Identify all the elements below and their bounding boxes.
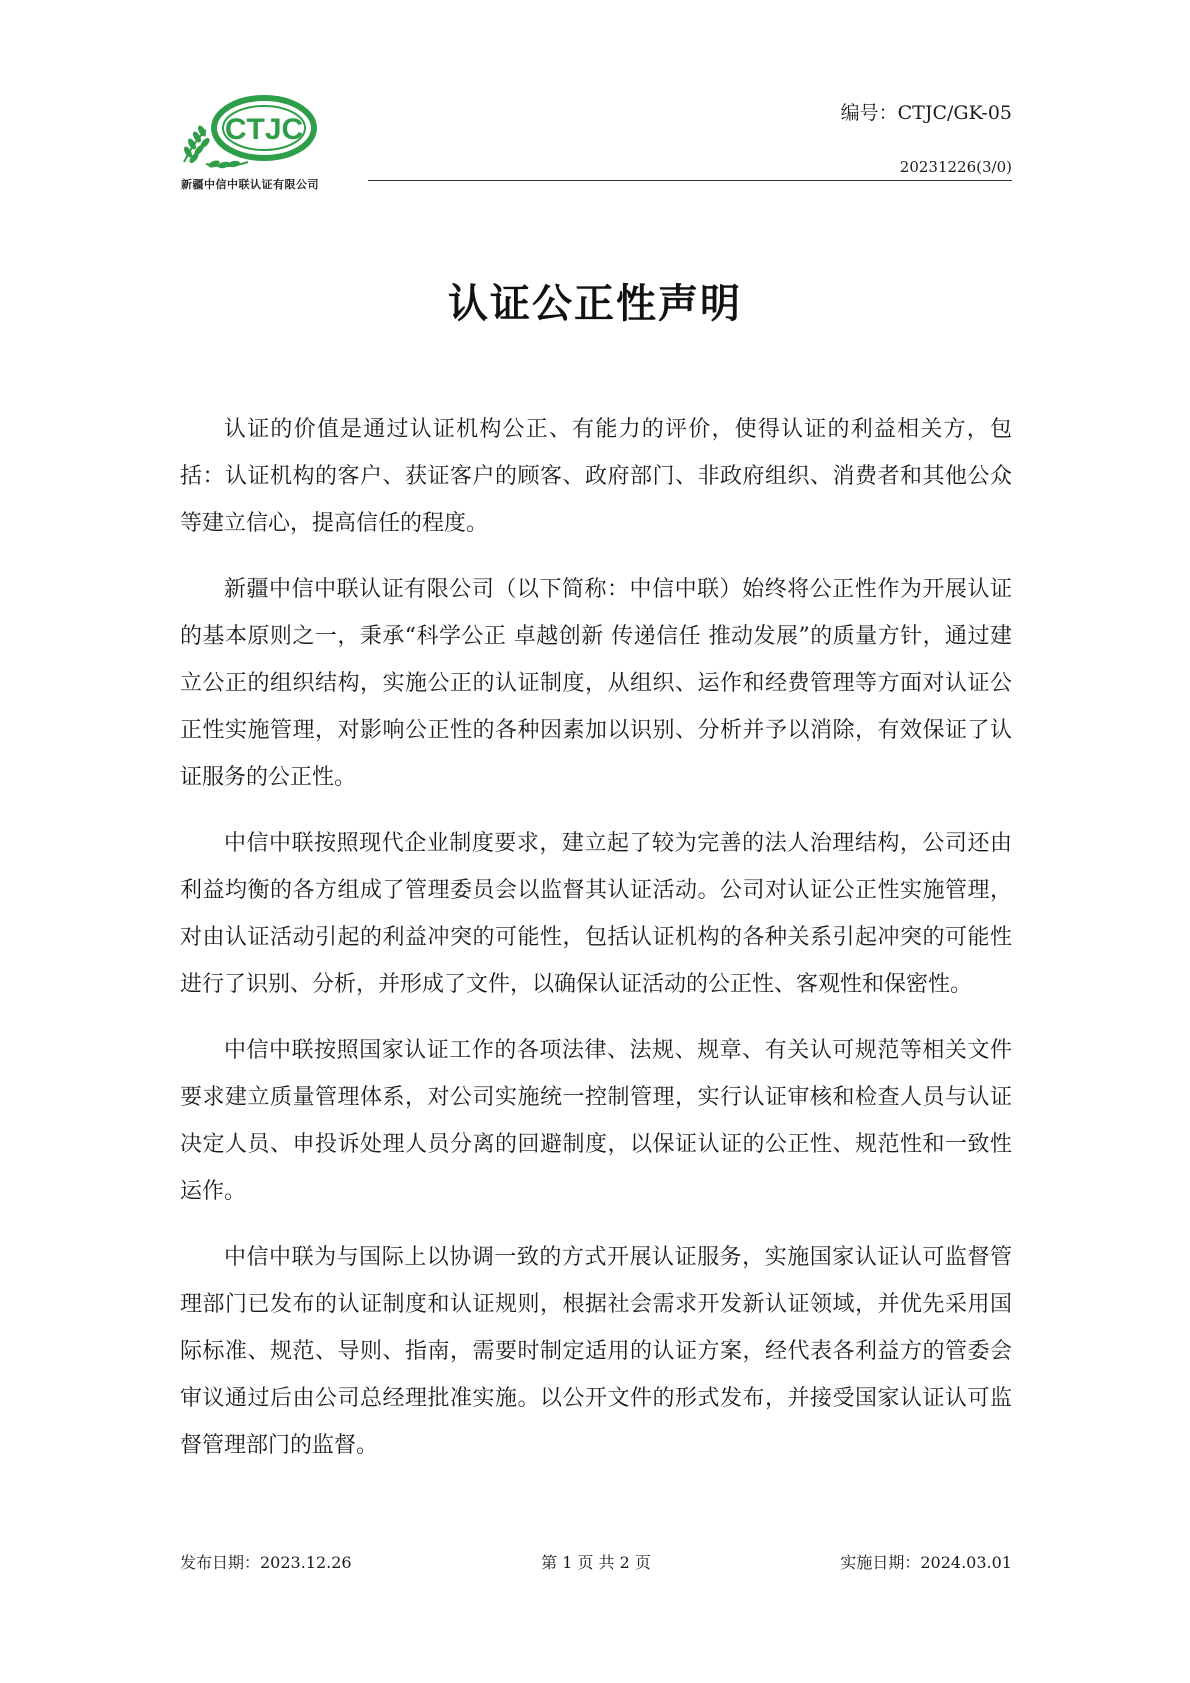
company-name-caption: 新疆中信中联认证有限公司 [181,178,319,191]
logo-mark-text: CTJC [224,113,304,146]
ctjc-logo-mark [176,92,324,176]
document-number: 编号：CTJC/GK-05 [840,102,1012,124]
header-divider [368,180,1012,181]
statement-body [180,406,1012,1488]
revision-code: 20231226(3/0) [899,158,1012,176]
paragraph-1: 认证的价值是通过认证机构公正、有能力的评价，使得认证的利益相关方，包括：认证机构的客户、获证客户的顾客、政府部门、非政府组织、消费者和其他公众等建立信心，提高信任的程度。 [180,417,1012,536]
effective-date: 实施日期：2024.03.01 [840,1553,1012,1572]
page-footer [180,1550,1012,1574]
paragraph-4: 中信中联按照国家认证工作的各项法律、法规、规章、有关认可规范等相关文件要求建立质量管理体系，对公司实施统一控制管理，实行认证审核和检查人员与认证决定人员、申投诉处理人员分离的回避制度，以保证认证的公正性、规范性和一致性运作。 [180,1038,1012,1204]
issue-date: 发布日期：2023.12.26 [180,1553,352,1572]
paragraph-3: 中信中联按照现代企业制度要求，建立起了较为完善的法人治理结构，公司还由利益均衡的各方组成了管理委员会以监督其认证活动。公司对认证公正性实施管理，对由认证活动引起的利益冲突的可能性，包括认证机构的各种关系引起冲突的可能性进行了识别、分析，并形成了文件，以确保认证活动的公正性、客观性和保密性。 [180,831,1012,997]
page-title: 认证公正性声明 [448,281,742,327]
page-number: 第 1 页 共 2 页 [541,1553,651,1572]
company-logo [176,92,324,192]
paragraph-2: 新疆中信中联认证有限公司（以下简称：中信中联）始终将公正性作为开展认证的基本原则之一，秉承“科学公正 卓越创新 传递信任 推动发展”的质量方针，通过建立公正的组织结构，实施公正的认证制度，从组织、运作和经费管理等方面对认证公正性实施管理，对影响公正性的各种因素加以识别、分析并予以消除，有效保证了认证服务的公正性。 [180,577,1012,790]
paragraph-5: 中信中联为与国际上以协调一致的方式开展认证服务，实施国家认证认可监督管理部门已发布的认证制度和认证规则，根据社会需求开发新认证领域，并优先采用国际标准、规范、导则、指南，需要时制定适用的认证方案，经代表各利益方的管委会审议通过后由公司总经理批准实施。以公开文件的形式发布，并接受国家认证认可监督管理部门的监督。 [180,1245,1012,1458]
